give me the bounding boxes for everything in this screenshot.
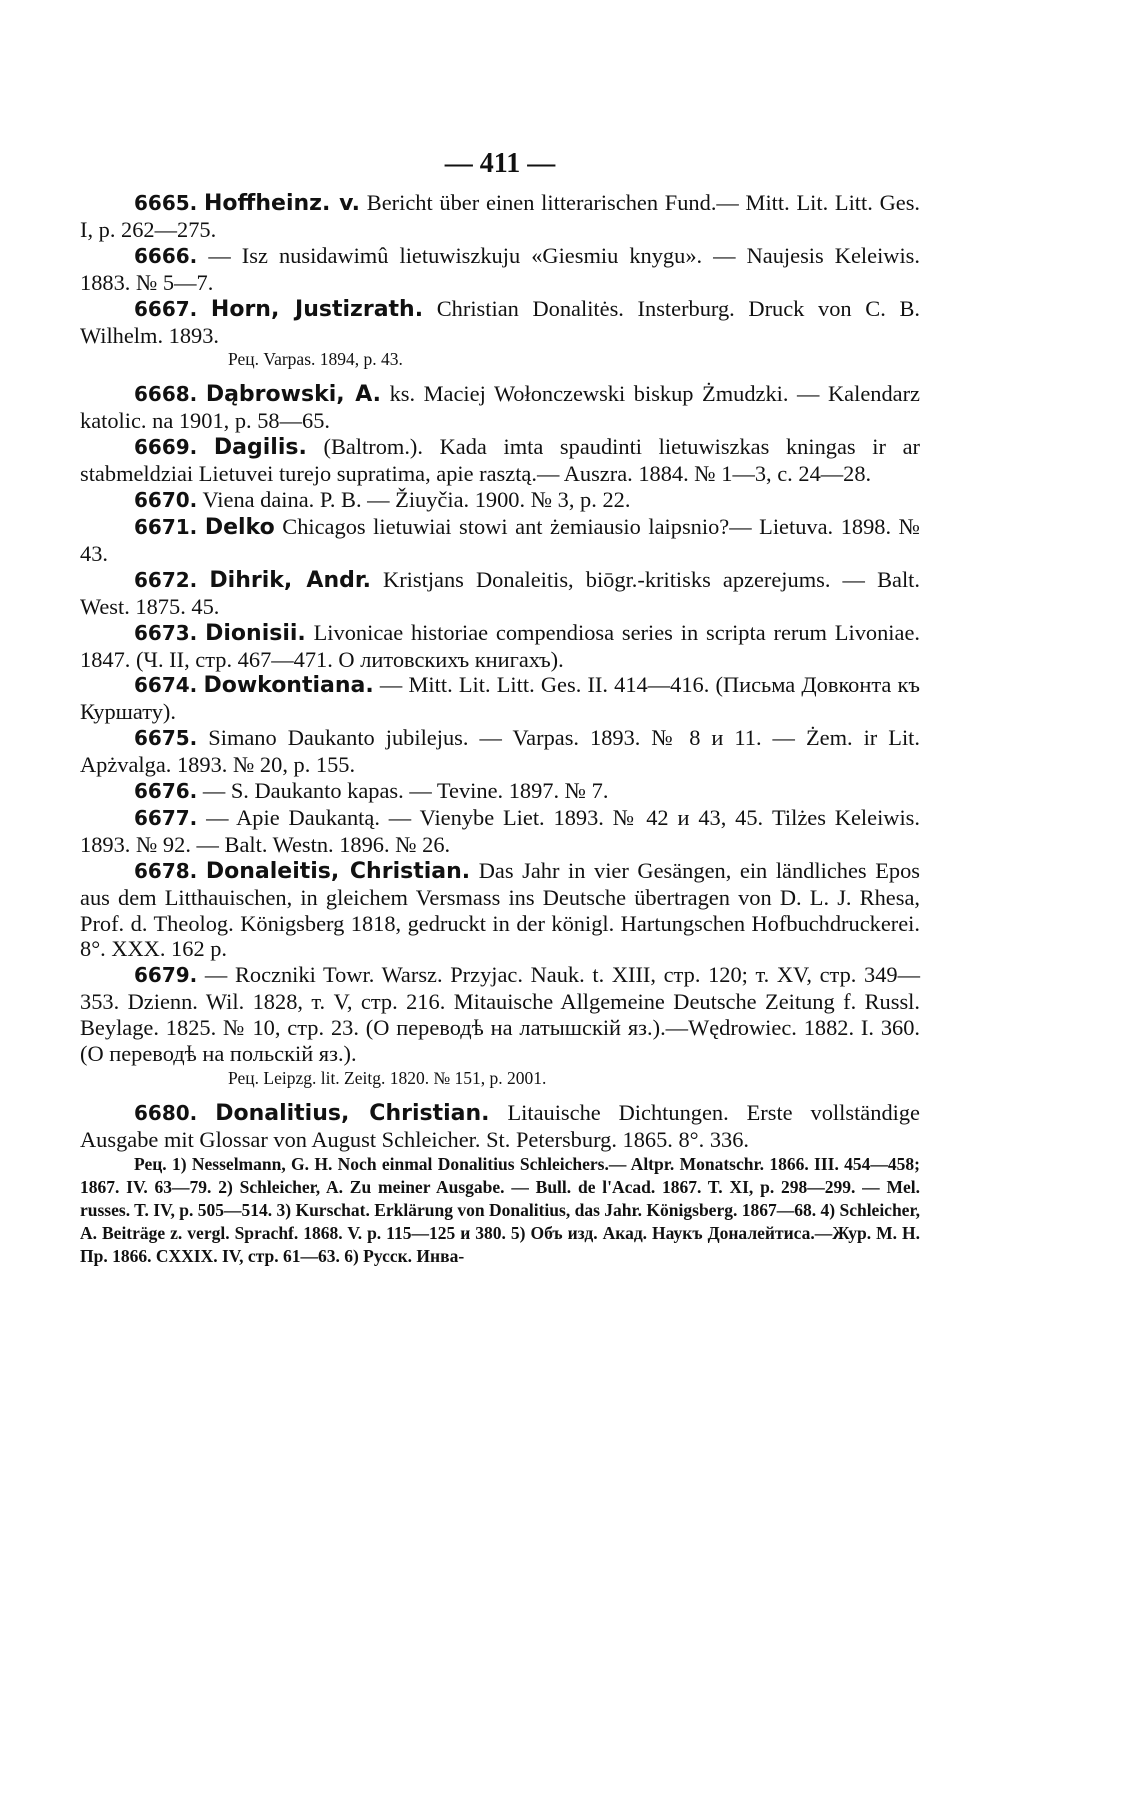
- entry-number: 6665.: [134, 191, 198, 215]
- entry-6669: [80, 434, 920, 487]
- entry-number: 6667.: [134, 296, 198, 321]
- entry-text: — Mitt. Lit. Litt. Ges. II. 414—416. (Письма Довконта къ Куршату).: [80, 672, 920, 725]
- entry-number: 6666.: [134, 243, 198, 268]
- entry-text: Chicagos lietuwiai stowi ant żemiausio laipsnio?— Lietuva. 1898. № 43.: [80, 513, 920, 566]
- entry-6674: [80, 672, 920, 725]
- entry-6675: [80, 725, 920, 778]
- entry-text: — S. Daukanto kapas. — Tevine. 1897. № 7.: [197, 778, 609, 804]
- entry-6671: [80, 514, 920, 567]
- spacer: [80, 1090, 920, 1100]
- entry-text: Das Jahr in vier Gesängen, ein ländliches Epos aus dem Litthauischen, in gleichem Versmass ins Deutsche übertragen von D. L. J. Rhesa, Prof. d. Theolog. Königsberg 1818, gedruckt in der königl. Hartungschen Hofbuchdruckerei. 8°. XXX. 162 p.: [80, 857, 920, 962]
- entry-number: 6669.: [134, 435, 198, 460]
- entry-author: Donaleitis, Christian.: [205, 858, 471, 884]
- entry-text: — Isz nusidawimû lietuwiszkuju «Giesmiu knygu». — Naujesis Keleiwis. 1883. № 5—7.: [80, 242, 920, 295]
- entry-6679: [80, 962, 920, 1067]
- entry-6676: [80, 778, 920, 805]
- entry-6680: [80, 1100, 920, 1153]
- review-6667: Рец. Varpas. 1894, p. 43.: [228, 349, 403, 370]
- spacer: [80, 371, 920, 381]
- entry-number: 6679.: [134, 963, 198, 988]
- entry-6672: [80, 567, 920, 620]
- review-6680: [80, 1153, 920, 1268]
- entry-text: Kristjans Donaleitis, biōgr.-kritisks apzerejums. — Balt. West. 1875. 45.: [80, 566, 920, 619]
- entry-author: Horn, Justizrath.: [210, 296, 424, 322]
- entry-number: 6678.: [134, 858, 198, 883]
- entry-number: 6680.: [134, 1101, 198, 1125]
- entry-text: Bericht über einen litterarischen Fund.— Mitt. Lit. Litt. Ges. I, p. 262—275.: [80, 190, 921, 242]
- entry-6668: [80, 381, 920, 434]
- entry-number: 6673.: [134, 620, 198, 645]
- entry-number: 6674.: [134, 673, 198, 698]
- entry-text: Livonicae historiae compendiosa series in scripta rerum Livoniae. 1847. (Ч. II, стр. 467—471. О литовскихъ книгахъ).: [80, 619, 920, 672]
- entry-author: Dagilis.: [213, 435, 307, 461]
- entry-number: 6676.: [134, 779, 198, 804]
- entry-author: Delko: [204, 514, 275, 540]
- entry-author: Hoffheinz. v.: [204, 191, 361, 216]
- entry-number: 6675.: [134, 726, 198, 751]
- entry-number: 6668.: [134, 382, 198, 407]
- bibliography-body: [80, 190, 920, 1268]
- entry-6665: [80, 190, 920, 243]
- entry-author: Donalitius, Christian.: [215, 1101, 490, 1126]
- entry-text: Simano Daukanto jubilejus. — Varpas. 1893. № 8 и 11. — Żem. ir Lit. Apżvalga. 1893. № 20, p. 155.: [80, 725, 920, 778]
- page-number: — 411 —: [444, 148, 556, 179]
- entry-6666: [80, 243, 920, 296]
- entry-author: Dąbrowski, A.: [205, 382, 382, 408]
- entry-number: 6671.: [134, 514, 198, 539]
- review-text: Рец. 1) Nesselmann, G. H. Noch einmal Donalitius Schleichers.— Altpr. Monatschr. 1866. III. 454—458; 1867. IV. 63—79. 2) Schleicher, A. Zu meiner Ausgabe. — Bull. de l'Acad. 1867. T. XI, p. 298—299. — Mel. russes. T. IV, p. 505—514. 3) Kurschat. Erklärung von Donalitius, das Jahr. Königsberg. 1867—68. 4) Schleicher, A. Beiträge z. vergl. Sprachf. 1868. V. p. 115—125 и 380. 5) Объ изд. Акад. Наукъ Доналейтиса.—Жур. М. Н. Пр. 1866. CXXIX. IV, стр. 61—63. 6) Русск. Инва-: [80, 1153, 920, 1266]
- entry-6670: [80, 487, 920, 514]
- entry-text: (Baltrom.). Kada imta spaudinti lietuwiszkas kningas ir ar stabmeldziai Lietuvei turejo supratima, apie rasztą.— Auszra. 1884. № 1—3, c. 24—28.: [80, 434, 920, 487]
- entry-author: Dowkontiana.: [203, 673, 374, 699]
- entry-6678: [80, 858, 920, 963]
- review-6679: Рец. Leipzg. lit. Zeitg. 1820. № 151, p. 2001.: [228, 1068, 547, 1088]
- entry-text: Christian Donalitės. Insterburg. Druck von C. B. Wilhelm. 1893.: [80, 295, 920, 348]
- entry-text: Litauische Dichtungen. Erste vollständige Ausgabe mit Glossar von August Schleicher. St. Petersburg. 1865. 8°. 336.: [80, 1100, 920, 1152]
- entry-text: ks. Maciej Wołonczewski biskup Żmudzki. — Kalendarz katolic. na 1901, p. 58—65.: [80, 381, 920, 434]
- entry-6667: [80, 296, 920, 349]
- entry-6677: [80, 805, 920, 858]
- entry-text: — Roczniki Towr. Warsz. Przyjac. Nauk. t. XIII, стр. 120; т. XV, стр. 349—353. Dzienn. Wil. 1828, т. V, стр. 216. Mitauische Allgemeine Deutsche Zeitung f. Russl. Beylage. 1825. № 10, стр. 23. (О переводѣ на латышскій яз.).—Wędrowiec. 1882. I. 360. (О переводѣ на польскій яз.).: [80, 962, 920, 1067]
- entry-text: — Apie Daukantą. — Vienybe Liet. 1893. № 42 и 43, 45. Tilżes Keleiwis. 1893. № 92. — Balt. Westn. 1896. № 26.: [80, 804, 920, 857]
- entry-text: Viena daina. P. B. — Žiuyčia. 1900. № 3, p. 22.: [197, 487, 631, 513]
- entry-author: Dihrik, Andr.: [209, 567, 371, 593]
- entry-author: Dionisii.: [205, 620, 306, 646]
- entry-number: 6672.: [134, 567, 198, 592]
- entry-6673: [80, 620, 920, 673]
- entry-number: 6677.: [134, 805, 198, 830]
- entry-number: 6670.: [134, 488, 198, 513]
